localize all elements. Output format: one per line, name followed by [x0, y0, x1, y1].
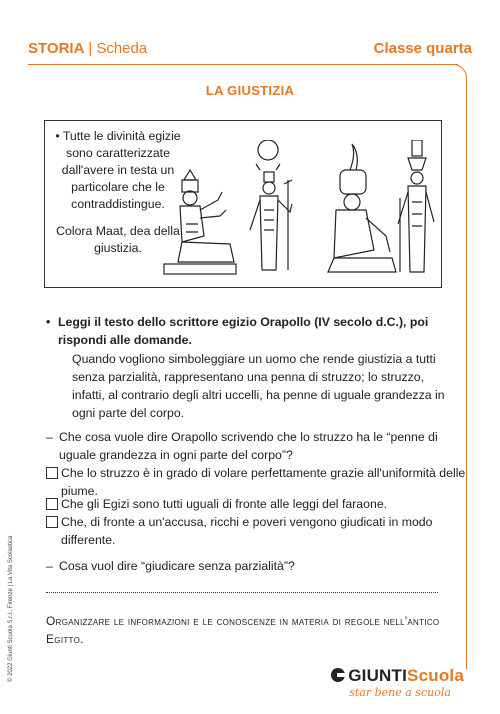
answer-dotted-line[interactable]: [46, 592, 438, 593]
header-separator: |: [88, 40, 93, 57]
option-1-text: Che lo struzzo è in grado di volare perfettamente grazie all'uniformità delle piume.: [61, 466, 466, 498]
seated-deity-1: [164, 170, 236, 274]
task-text: Leggi il testo dello scrittore egizio Orapollo (IV secolo d.C.), poi rispondi alle domande.: [58, 315, 429, 347]
intro-paragraph-2: Colora Maat, dea della giustizia.: [56, 224, 180, 255]
copyright-credit: © 2022 Giunti Scuola S.r.l., Firenze | La Vita Scolastica: [8, 535, 14, 682]
option-2-text: Che gli Egizi sono tutti uguali di fronte alle leggi del faraone.: [61, 497, 388, 511]
intro-paragraph-1: • Tutte le divinità egizie sono caratterizzate dall'avere in testa un particolare che le contraddistingue.: [55, 129, 181, 211]
question-2-text: Cosa vuol dire “giudicare senza parzialità”?: [59, 559, 295, 573]
page-header: [28, 40, 472, 60]
question-2-dash: –: [46, 559, 53, 573]
orapollo-quote: Quando vogliono simboleggiare un uomo che rende giustizia a tutti senza parzialità, rappresentano una penna di struzzo; lo struzzo, infatti, al contrario degli altri uccelli, ha penne di uguale grandezza in ogni parte del corpo.: [72, 352, 445, 420]
giunti-g-icon: [331, 668, 345, 682]
question-1: [46, 428, 466, 464]
grade-label: Classe quarta: [373, 40, 472, 57]
logo-tagline: star bene a scuola: [349, 686, 451, 699]
task-instruction: [46, 313, 456, 349]
egyptian-deities-illustration: [160, 140, 436, 280]
giunti-scuola-logo: [331, 666, 464, 699]
option-3-checkbox[interactable]: [46, 516, 58, 528]
answer-option-2: [46, 495, 466, 513]
answer-option-3: [46, 513, 466, 549]
logo-brand-prefix: GIUNTI: [348, 666, 408, 685]
seated-deity-maat: [328, 144, 396, 272]
question-2: [46, 557, 466, 575]
option-3-text: Che, di fronte a un'accusa, ricchi e poveri vengono giudicati in modo differente.: [61, 515, 433, 547]
option-2-checkbox[interactable]: [46, 498, 58, 510]
logo-wordmark: [331, 666, 464, 686]
option-1-checkbox[interactable]: [46, 467, 58, 479]
worksheet-title: LA GIUSTIZIA: [205, 83, 295, 98]
task-bullet: •: [46, 315, 51, 329]
learning-objective: Organizzare le informazioni e le conoscenze in materia di regole nell'antico Egitto.: [46, 614, 440, 646]
subject-label: STORIA: [28, 40, 85, 57]
question-1-text: Che cosa vuole dire Orapollo scrivendo che lo struzzo ha le “penne di uguale grandezza in ogni parte del corpo”?: [59, 430, 438, 462]
standing-deity-1: [250, 140, 292, 270]
question-1-dash: –: [46, 430, 53, 444]
logo-brand-suffix: Scuola: [407, 666, 464, 685]
standing-deity-2: [398, 140, 434, 272]
sheet-type-label: Scheda: [96, 40, 148, 57]
header-subject: [28, 40, 147, 57]
